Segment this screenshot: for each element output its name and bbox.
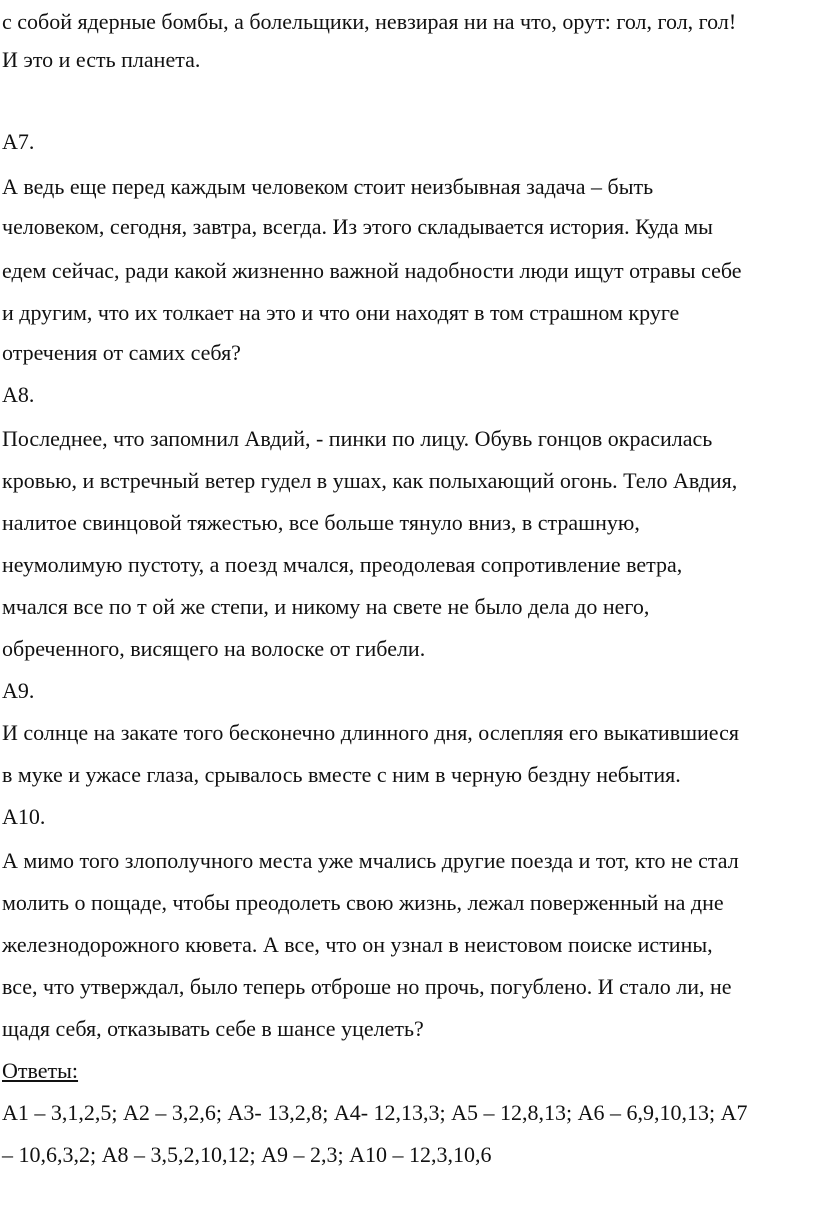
- text-line: железнодорожного кювета. А все, что он узнал в неистовом поиске истины,: [2, 932, 713, 957]
- text-line: А мимо того злополучного места уже мчались другие поезда и тот, кто не стал: [2, 848, 739, 873]
- text-line: человеком, сегодня, завтра, всегда. Из этого складывается история. Куда мы: [2, 214, 713, 239]
- text-line: и другим, что их толкает на это и что они находят в том страшном круге: [2, 300, 680, 325]
- text-line: с собой ядерные бомбы, а болельщики, невзирая ни на что, орут: гол, гол, гол!: [2, 9, 737, 34]
- text-line: все, что утверждал, было теперь отброше но прочь, погублено. И стало ли, не: [2, 974, 732, 999]
- text-line: в муке и ужасе глаза, срывалось вместе с ним в черную бездну небытия.: [2, 762, 681, 787]
- text-line: А ведь еще перед каждым человеком стоит неизбывная задача – быть: [2, 174, 654, 199]
- text-line: отречения от самих себя?: [2, 340, 241, 365]
- answers-line: – 10,6,3,2; А8 – 3,5,2,10,12; А9 – 2,3; А10 – 12,3,10,6: [2, 1142, 492, 1167]
- text-line: кровью, и встречный ветер гудел в ушах, как полыхающий огонь. Тело Авдия,: [2, 468, 738, 493]
- text-line: едем сейчас, ради какой жизненно важной надобности люди ищут отравы себе: [2, 258, 742, 283]
- section-heading-a8: А8.: [2, 382, 35, 407]
- text-line: И солнце на закате того бесконечно длинного дня, ослепляя его выкатившиеся: [2, 720, 739, 745]
- text-line: И это и есть планета.: [2, 47, 201, 72]
- text-line: щадя себя, отказывать себе в шансе уцелеть?: [2, 1016, 424, 1041]
- text-line: Последнее, что запомнил Авдий, - пинки по лицу. Обувь гонцов окрасилась: [2, 426, 713, 451]
- text-line: неумолимую пустоту, а поезд мчался, преодолевая сопротивление ветра,: [2, 552, 683, 577]
- text-line: мчался все по т ой же степи, и никому на свете не было дела до него,: [2, 594, 650, 619]
- section-heading-a7: А7.: [2, 129, 35, 154]
- answers-heading: Ответы:: [2, 1058, 79, 1083]
- text-line: обреченного, висящего на волоске от гибели.: [2, 636, 426, 661]
- section-heading-a10: А10.: [2, 804, 46, 829]
- text-line: молить о пощаде, чтобы преодолеть свою жизнь, лежал поверженный на дне: [2, 890, 724, 915]
- section-heading-a9: А9.: [2, 678, 35, 703]
- text-line: налитое свинцовой тяжестью, все больше тянуло вниз, в страшную,: [2, 510, 640, 535]
- answers-line: А1 – 3,1,2,5; А2 – 3,2,6; А3- 13,2,8; А4- 12,13,3; А5 – 12,8,13; А6 – 6,9,10,13; А7: [2, 1100, 748, 1125]
